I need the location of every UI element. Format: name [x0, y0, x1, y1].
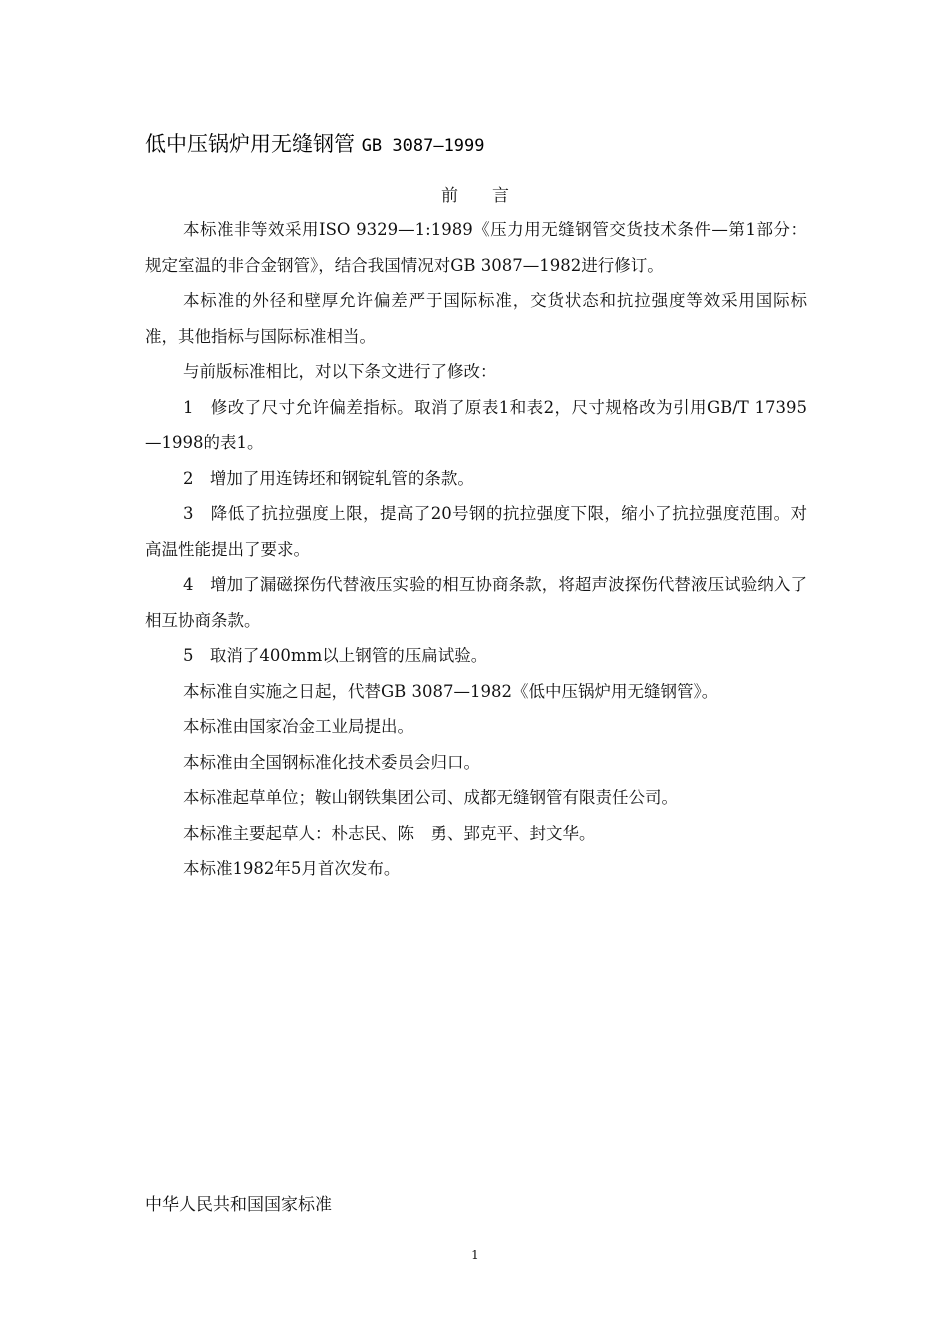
list-item: 5 取消了400mm以上钢管的压扁试验。 [182, 646, 488, 665]
document-title [145, 128, 485, 158]
paragraph: 本标准由国家冶金工业局提出。 [182, 717, 414, 736]
foreword-body [145, 212, 807, 887]
paragraph: 本标准主要起草人：朴志民、陈 勇、郢克平、封文华。 [182, 823, 596, 843]
paragraph: 与前版标准相比，对以下条文进行了修改： [182, 362, 497, 381]
paragraph: 本标准1982年5月首次发布。 [182, 859, 401, 878]
paragraph: 本标准非等效采用ISO 9329—1:1989《压力用无缝钢管交货技术条件—第1部分：规定室温的非合金钢管》，结合我国情况对GB 3087—1982进行修订。 [145, 220, 807, 275]
paragraph: 本标准自实施之日起，代替GB 3087—1982《低中压锅炉用无缝钢管》。 [182, 681, 719, 701]
standard-code: GB 3087—1999 [361, 136, 485, 156]
section-heading: 前言 [441, 186, 543, 206]
issuing-organization: 中华人民共和国国家标准 [145, 1195, 332, 1215]
list-item: 4 增加了漏磁探伤代替液压实验的相互协商条款，将超声波探伤代替液压试验纳入了相互协商条款。 [145, 575, 807, 630]
page-number: 1 [471, 1248, 479, 1262]
title-text: 低中压锅炉用无缝钢管 [145, 132, 355, 156]
paragraph: 本标准由全国钢标准化技术委员会归口。 [182, 752, 480, 772]
paragraph: 本标准起草单位；鞍山钢铁集团公司、成都无缝钢管有限责任公司。 [182, 788, 678, 807]
list-item: 2 增加了用连铸坯和钢锭轧管的条款。 [182, 468, 474, 488]
list-item: 1 修改了尺寸允许偏差指标。取消了原表1和表2，尺寸规格改为引用GB/T 17395—1998的表1。 [145, 397, 807, 452]
paragraph: 本标准的外径和壁厚允许偏差严于国际标准，交货状态和抗拉强度等效采用国际标准，其他指标与国际标准相当。 [145, 291, 807, 346]
list-item: 3 降低了抗拉强度上限，提高了20号钢的抗拉强度下限，缩小了抗拉强度范围。对高温性能提出了要求。 [145, 504, 807, 559]
